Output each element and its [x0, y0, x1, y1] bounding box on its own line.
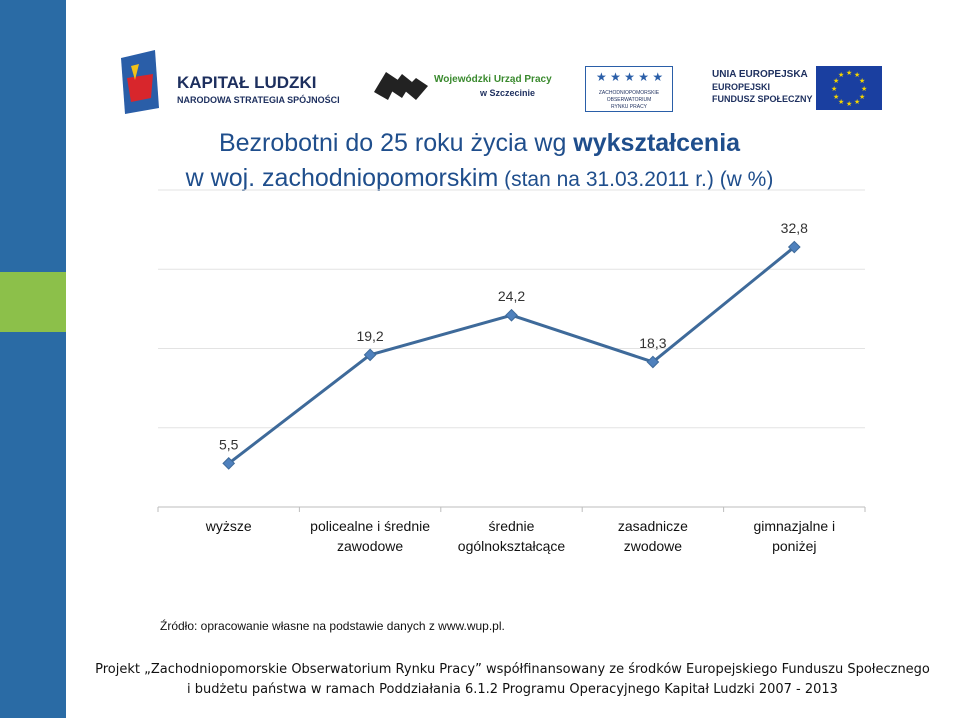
svg-text:★: ★	[859, 78, 866, 85]
category-label-line2: zawodowe	[337, 538, 404, 554]
kapital-ludzki-subtitle: NARODOWA STRATEGIA SPÓJNOŚCI	[177, 95, 340, 105]
svg-text:★: ★	[846, 101, 853, 108]
wup-name: Wojewódzki Urząd Pracy	[434, 74, 552, 85]
category-label: średnie	[488, 518, 535, 534]
data-label: 24,2	[497, 288, 526, 305]
category-label: zasadnicze	[617, 518, 688, 534]
data-label: 19,2	[356, 327, 384, 344]
svg-text:★: ★	[838, 99, 845, 106]
category-label-line2: poniżej	[772, 538, 817, 554]
chart-title-region: w woj. zachodniopomorskim	[185, 164, 499, 192]
data-point	[506, 310, 517, 321]
wup-city: w Szczecinie	[480, 88, 536, 98]
chart-title-date: (stan na 31.03.2011 r.) (w %)	[498, 168, 774, 191]
svg-text:★: ★	[833, 94, 840, 101]
svg-text:★: ★	[861, 86, 868, 93]
svg-text:★: ★	[854, 99, 861, 106]
svg-text:★: ★	[854, 72, 861, 79]
source-note: Źródło: opracowanie własne na podstawie danych z www.wup.pl.	[160, 619, 505, 633]
svg-text:★: ★	[859, 94, 866, 101]
kapital-ludzki-name: KAPITAŁ LUDZKI	[177, 73, 317, 92]
category-label-line2: zwodowe	[623, 538, 683, 554]
svg-text:★ ★ ★ ★ ★: ★ ★ ★ ★ ★	[596, 70, 664, 84]
category-label: gimnazjalne i	[753, 518, 836, 534]
eu-line2: EUROPEJSKI	[712, 82, 771, 92]
series-line	[229, 247, 795, 463]
eu-line1: UNIA EUROPEJSKA	[712, 69, 808, 80]
data-label: 32,8	[780, 220, 808, 237]
zorp-line1: ZACHODNIOPOMORSKIE	[598, 90, 660, 96]
svg-text:★: ★	[846, 70, 853, 77]
footer-line1: Projekt „Zachodniopomorskie Obserwatorium Rynku Pracy” współfinansowany ze środków Europejskiego Funduszu Społecznego	[95, 662, 930, 677]
svg-text:★: ★	[833, 78, 840, 85]
chart-title-bold: wykształcenia	[573, 129, 741, 157]
eu-line3: FUNDUSZ SPOŁECZNY	[712, 94, 813, 104]
chart-title-normal: Bezrobotni do 25 roku życia wg	[218, 129, 574, 157]
category-label-line2: ogólnokształcące	[457, 538, 566, 554]
category-label: wyższe	[205, 518, 252, 534]
svg-text:★: ★	[838, 72, 845, 79]
zorp-line3: RYNKU PRACY	[610, 104, 648, 110]
svg-text:★: ★	[831, 86, 838, 93]
category-label: policealne i średnie	[310, 518, 431, 534]
zorp-line2: OBSERWATORIUM	[606, 97, 652, 103]
footer-line2: i budżetu państwa w ramach Poddziałania 6.1.2 Programu Operacyjnego Kapitał Ludzki 2007 - 2013	[187, 682, 838, 697]
data-label: 18,3	[639, 334, 667, 351]
data-label: 5,5	[218, 436, 239, 453]
